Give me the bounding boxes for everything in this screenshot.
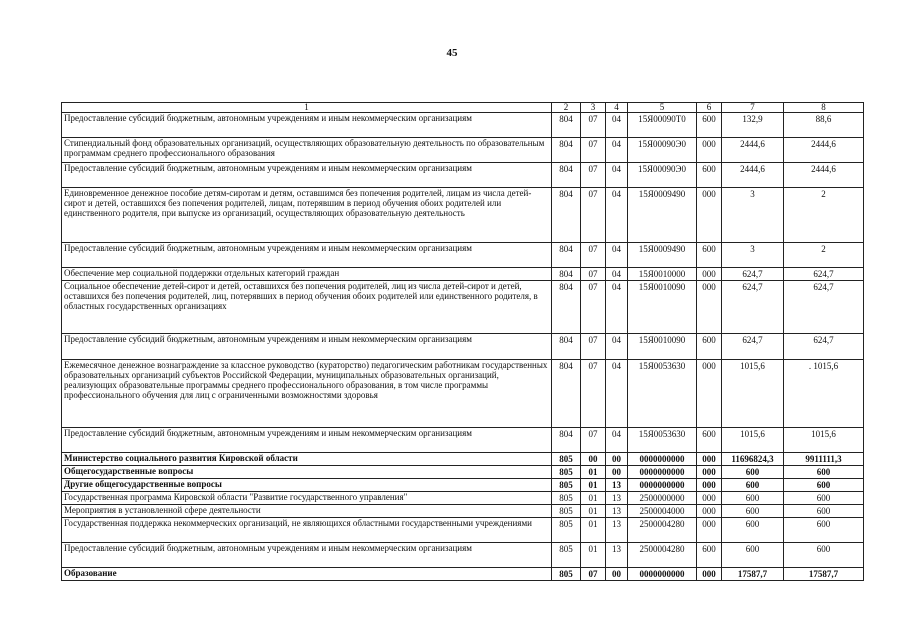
table-row — [62, 466, 864, 479]
row-value-1: 600 — [722, 518, 784, 543]
header-cell: 7 — [722, 103, 784, 113]
row-value-2: 9911111,3 — [784, 453, 864, 466]
row-expense-type: 000 — [697, 568, 722, 581]
row-section: 07 — [581, 334, 606, 360]
row-value-1: 600 — [722, 466, 784, 479]
row-name: Социальное обеспечение детей-сирот и детей, оставшихся без попечения родителей, лиц из числа детей-сирот и детей, оставшихся без попечения родителей, лиц, потерявших в период обучения обоих родителей или единственного родителя, в областных государственных организациях — [62, 281, 552, 334]
header-cell: 2 — [552, 103, 581, 113]
row-value-1: 1015,6 — [722, 360, 784, 428]
row-subsection: 13 — [606, 479, 628, 492]
row-expense-type: 000 — [697, 281, 722, 334]
row-name: Государственная программа Кировской области "Развитие государственного управления" — [62, 492, 552, 505]
row-subsection: 04 — [606, 113, 628, 138]
header-cell: 6 — [697, 103, 722, 113]
row-section: 00 — [581, 453, 606, 466]
row-section: 01 — [581, 492, 606, 505]
row-target-code: 15Я0009490 — [628, 243, 697, 268]
row-name: Предоставление субсидий бюджетным, автономным учреждениям и иным некоммерческим организациям — [62, 334, 552, 360]
table-row — [62, 518, 864, 543]
row-subsection: 13 — [606, 505, 628, 518]
row-value-2: 2 — [784, 188, 864, 243]
row-subsection: 04 — [606, 334, 628, 360]
row-subsection: 00 — [606, 453, 628, 466]
row-subsection: 04 — [606, 243, 628, 268]
row-section: 07 — [581, 360, 606, 428]
row-name: Ежемесячное денежное вознаграждение за классное руководство (кураторство) педагогическим работникам государственных образовательных организаций субъектов Российской Федерации, муниципальных образовательных организаций, реализующих образовательные программы среднего профессионального образования, в том числе программы профессионального обучения для лиц с ограниченными возможностями здоровья — [62, 360, 552, 428]
row-value-1: 2444,6 — [722, 138, 784, 163]
row-value-1: 600 — [722, 543, 784, 568]
row-expense-type: 000 — [697, 518, 722, 543]
row-expense-type: 600 — [697, 113, 722, 138]
row-value-2: 600 — [784, 479, 864, 492]
row-name: Стипендиальный фонд образовательных организаций, осуществляющих образовательную деятельность по образовательным программам среднего профессионального образования — [62, 138, 552, 163]
row-target-code: 0000000000 — [628, 466, 697, 479]
row-value-2: 17587,7 — [784, 568, 864, 581]
row-name: Предоставление субсидий бюджетным, автономным учреждениям и иным некоммерческим организациям — [62, 243, 552, 268]
row-target-code: 15Я0010090 — [628, 334, 697, 360]
row-value-1: 600 — [722, 479, 784, 492]
row-section: 07 — [581, 163, 606, 188]
row-code: 805 — [552, 492, 581, 505]
page-number: 45 — [446, 47, 458, 59]
row-target-code: 15Я00090Э0 — [628, 138, 697, 163]
row-value-1: 624,7 — [722, 268, 784, 281]
row-section: 07 — [581, 243, 606, 268]
row-code: 805 — [552, 466, 581, 479]
row-subsection: 00 — [606, 466, 628, 479]
row-target-code: 2500004280 — [628, 518, 697, 543]
row-value-2: 2444,6 — [784, 138, 864, 163]
row-expense-type: 000 — [697, 360, 722, 428]
row-value-2: 1015,6 — [784, 428, 864, 453]
row-target-code: 15Я0053630 — [628, 360, 697, 428]
table-row — [62, 268, 864, 281]
row-subsection: 13 — [606, 543, 628, 568]
row-name: Предоставление субсидий бюджетным, автономным учреждениям и иным некоммерческим организациям — [62, 428, 552, 453]
row-name: Обеспечение мер социальной поддержки отдельных категорий граждан — [62, 268, 552, 281]
row-value-2: 2444,6 — [784, 163, 864, 188]
row-code: 804 — [552, 360, 581, 428]
row-subsection: 13 — [606, 518, 628, 543]
row-subsection: 04 — [606, 281, 628, 334]
row-subsection: 04 — [606, 360, 628, 428]
table-row — [62, 138, 864, 163]
row-code: 804 — [552, 188, 581, 243]
row-code: 805 — [552, 453, 581, 466]
row-target-code: 0000000000 — [628, 568, 697, 581]
table-row — [62, 568, 864, 581]
row-expense-type: 000 — [697, 453, 722, 466]
row-name: Предоставление субсидий бюджетным, автономным учреждениям и иным некоммерческим организациям — [62, 163, 552, 188]
row-expense-type: 600 — [697, 334, 722, 360]
row-value-2: 600 — [784, 518, 864, 543]
row-name: Министерство социального развития Кировской области — [62, 453, 552, 466]
row-subsection: 04 — [606, 428, 628, 453]
row-code: 804 — [552, 138, 581, 163]
row-value-1: 132,9 — [722, 113, 784, 138]
table-row — [62, 163, 864, 188]
row-name: Единовременное денежное пособие детям-сиротам и детям, оставшимся без попечения родителей, лицам из числа детей-сирот и детей, оставшихся без попечения родителей, лицам, потерявшим в период обучения обоих родителей или единственного родителя, при выпуске из организаций, осуществляющих образовательную деятельность — [62, 188, 552, 243]
row-section: 01 — [581, 518, 606, 543]
row-code: 805 — [552, 505, 581, 518]
row-name: Предоставление субсидий бюджетным, автономным учреждениям и иным некоммерческим организациям — [62, 113, 552, 138]
table-row — [62, 281, 864, 334]
row-code: 805 — [552, 568, 581, 581]
table-row — [62, 334, 864, 360]
row-code: 804 — [552, 163, 581, 188]
row-expense-type: 000 — [697, 479, 722, 492]
row-code: 804 — [552, 334, 581, 360]
row-target-code: 15Я0009490 — [628, 188, 697, 243]
row-target-code: 15Я0010090 — [628, 281, 697, 334]
row-value-1: 624,7 — [722, 334, 784, 360]
header-cell: 8 — [784, 103, 864, 113]
row-subsection: 13 — [606, 492, 628, 505]
row-expense-type: 600 — [697, 163, 722, 188]
row-subsection: 00 — [606, 568, 628, 581]
row-expense-type: 600 — [697, 243, 722, 268]
table-row — [62, 113, 864, 138]
row-expense-type: 000 — [697, 138, 722, 163]
row-code: 804 — [552, 113, 581, 138]
row-expense-type: 600 — [697, 428, 722, 453]
table-row — [62, 188, 864, 243]
table-row — [62, 505, 864, 518]
row-target-code: 15Я0053630 — [628, 428, 697, 453]
row-value-1: 3 — [722, 188, 784, 243]
header-cell: 1 — [62, 103, 552, 113]
row-expense-type: 000 — [697, 268, 722, 281]
row-code: 804 — [552, 243, 581, 268]
row-subsection: 04 — [606, 163, 628, 188]
row-expense-type: 000 — [697, 505, 722, 518]
row-value-1: 2444,6 — [722, 163, 784, 188]
row-value-2: 600 — [784, 505, 864, 518]
row-name: Предоставление субсидий бюджетным, автономным учреждениям и иным некоммерческим организациям — [62, 543, 552, 568]
row-section: 07 — [581, 268, 606, 281]
row-name: Общегосударственные вопросы — [62, 466, 552, 479]
row-value-2: 624,7 — [784, 281, 864, 334]
row-code: 805 — [552, 518, 581, 543]
row-subsection: 04 — [606, 188, 628, 243]
row-code: 805 — [552, 479, 581, 492]
table-row — [62, 543, 864, 568]
row-value-2: 624,7 — [784, 334, 864, 360]
row-section: 07 — [581, 428, 606, 453]
row-section: 07 — [581, 138, 606, 163]
row-section: 01 — [581, 543, 606, 568]
row-name: Мероприятия в установленной сфере деятельности — [62, 505, 552, 518]
header-cell: 5 — [628, 103, 697, 113]
row-subsection: 04 — [606, 138, 628, 163]
row-value-2: . 1015,6 — [784, 360, 864, 428]
row-code: 805 — [552, 543, 581, 568]
row-expense-type: 600 — [697, 543, 722, 568]
row-target-code: 2500004280 — [628, 543, 697, 568]
row-target-code: 15Я0010000 — [628, 268, 697, 281]
row-value-2: 88,6 — [784, 113, 864, 138]
row-expense-type: 000 — [697, 188, 722, 243]
row-section: 01 — [581, 466, 606, 479]
row-target-code: 15Я00090Э0 — [628, 163, 697, 188]
row-value-1: 600 — [722, 505, 784, 518]
table-row — [62, 492, 864, 505]
table-row — [62, 360, 864, 428]
table-row — [62, 428, 864, 453]
row-value-2: 600 — [784, 466, 864, 479]
row-target-code: 2500004000 — [628, 505, 697, 518]
header-cell: 3 — [581, 103, 606, 113]
row-value-1: 3 — [722, 243, 784, 268]
table-row — [62, 453, 864, 466]
row-value-2: 624,7 — [784, 268, 864, 281]
header-cell: 4 — [606, 103, 628, 113]
row-value-2: 600 — [784, 492, 864, 505]
row-code: 804 — [552, 428, 581, 453]
budget-table — [61, 102, 864, 581]
row-target-code: 2500000000 — [628, 492, 697, 505]
row-value-1: 11696824,3 — [722, 453, 784, 466]
row-name: Образование — [62, 568, 552, 581]
row-subsection: 04 — [606, 268, 628, 281]
row-value-1: 624,7 — [722, 281, 784, 334]
row-value-1: 600 — [722, 492, 784, 505]
row-name: Государственная поддержка некоммерческих организаций, не являющихся областными государственными учреждениями — [62, 518, 552, 543]
row-name: Другие общегосударственные вопросы — [62, 479, 552, 492]
row-target-code: 0000000000 — [628, 453, 697, 466]
row-expense-type: 000 — [697, 492, 722, 505]
row-code: 804 — [552, 268, 581, 281]
row-value-2: 600 — [784, 543, 864, 568]
row-value-1: 1015,6 — [722, 428, 784, 453]
table-row — [62, 243, 864, 268]
row-expense-type: 000 — [697, 466, 722, 479]
row-code: 804 — [552, 281, 581, 334]
row-section: 01 — [581, 505, 606, 518]
table-row — [62, 479, 864, 492]
row-target-code: 0000000000 — [628, 479, 697, 492]
row-section: 01 — [581, 479, 606, 492]
row-section: 07 — [581, 188, 606, 243]
row-value-1: 17587,7 — [722, 568, 784, 581]
row-section: 07 — [581, 281, 606, 334]
row-target-code: 15Я00090Т0 — [628, 113, 697, 138]
row-value-2: 2 — [784, 243, 864, 268]
row-section: 07 — [581, 568, 606, 581]
row-section: 07 — [581, 113, 606, 138]
table-header-row — [62, 103, 864, 113]
